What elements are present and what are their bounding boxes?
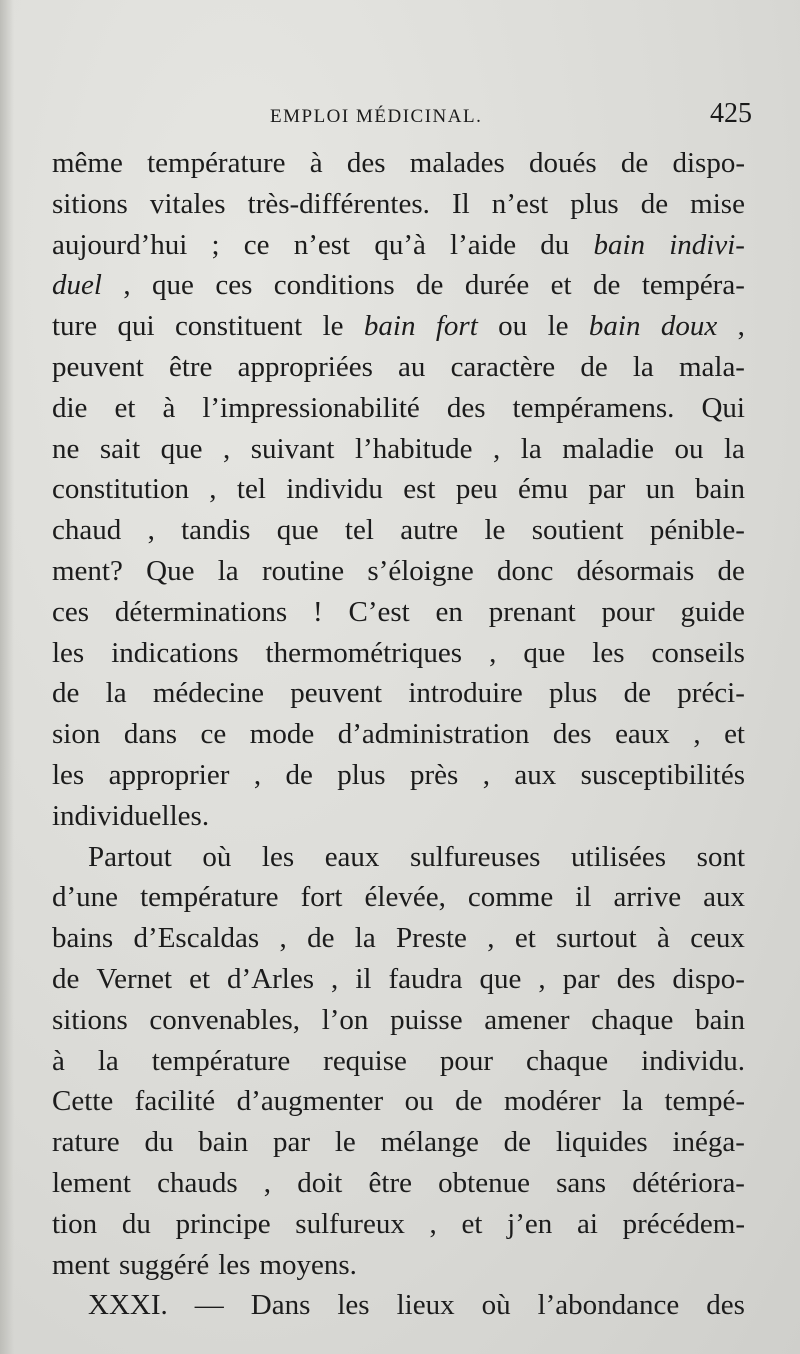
word: le (547, 310, 569, 343)
word: aux (703, 881, 745, 914)
word: plus (337, 758, 386, 791)
word: liquides (555, 1126, 648, 1159)
word: caractère (450, 350, 556, 383)
word: par (273, 1126, 311, 1159)
word: être (168, 350, 213, 383)
word: individu. (641, 1044, 745, 1077)
word: déterminations (114, 595, 288, 628)
word: et (550, 269, 572, 302)
word: utilisées (571, 840, 667, 873)
text-line (52, 347, 745, 388)
word: de (623, 677, 651, 710)
word: où (481, 1289, 511, 1322)
page-edge-shadow (0, 0, 14, 1354)
running-header-title: EMPLOI MÉDICINAL. (270, 106, 483, 127)
word: pour (601, 595, 655, 628)
word: et (461, 1207, 483, 1240)
word: fort (300, 881, 343, 914)
word: , (263, 1166, 272, 1199)
word: Cette (52, 1085, 114, 1118)
word: , (331, 962, 339, 995)
word: de (593, 269, 621, 302)
word: susceptibilités (580, 758, 745, 791)
text-line (52, 225, 745, 266)
word: des (552, 718, 592, 751)
word: l’impressionabilité (202, 391, 420, 424)
word: moyens. (259, 1248, 357, 1281)
word: de (640, 187, 669, 220)
word: vitales (149, 187, 226, 220)
word: s’éloigne (367, 554, 474, 587)
text-line (52, 877, 745, 918)
word: Preste (396, 922, 467, 955)
word: les (52, 758, 85, 791)
word: de (307, 922, 335, 955)
word: eaux (324, 840, 380, 873)
word: la (520, 432, 542, 465)
word: où (202, 840, 232, 873)
text-line (52, 388, 745, 429)
word: chaque (591, 1003, 674, 1036)
word: d’administration (337, 718, 530, 751)
word: constituent (174, 310, 303, 343)
word: le (322, 310, 344, 343)
text-line (52, 143, 745, 184)
word: fort (435, 310, 478, 343)
word: ou (674, 432, 704, 465)
word: bain (198, 1126, 249, 1159)
word: sion (52, 718, 101, 751)
word: Dans (250, 1289, 311, 1322)
word: ; (211, 228, 220, 261)
word: précédem- (622, 1207, 745, 1240)
text-line (52, 1245, 745, 1286)
word: indications (111, 636, 239, 669)
word: ému (518, 473, 568, 506)
word: les (218, 1248, 251, 1281)
word: mélange (380, 1126, 479, 1159)
word: ment (52, 1248, 110, 1281)
word: requise (323, 1044, 407, 1077)
word: , (123, 269, 131, 302)
word: appropriées (237, 350, 373, 383)
word: d’Escaldas (133, 922, 260, 955)
word: puisse (390, 1003, 463, 1036)
word: sitions (52, 187, 128, 220)
text-line (52, 633, 745, 674)
word: près (410, 758, 459, 791)
word: dispo- (672, 147, 745, 179)
word: autre (400, 514, 459, 547)
text-line (52, 673, 745, 714)
word: bain (695, 473, 745, 506)
word: les (337, 1289, 370, 1322)
word: que (276, 514, 319, 547)
word: facilité (134, 1085, 216, 1118)
word: conditions (273, 269, 395, 302)
word: — (194, 1289, 224, 1322)
word: chaque (525, 1044, 609, 1077)
word: obtenue (438, 1166, 530, 1199)
word: bain (588, 310, 641, 343)
word: ment? (52, 554, 123, 587)
word: de (455, 1085, 483, 1118)
word: soutient (531, 514, 624, 547)
word: , (489, 636, 497, 669)
word: à (52, 1044, 65, 1077)
word: , (482, 758, 490, 791)
word: la (105, 677, 127, 710)
word: ture (52, 310, 98, 343)
word: ai (576, 1207, 598, 1240)
word: à (656, 922, 670, 955)
word: ce (200, 718, 227, 751)
word: que (479, 962, 522, 995)
word: lement (52, 1166, 131, 1199)
word: Il (451, 187, 470, 220)
word: , (737, 310, 745, 343)
word: d’une (52, 881, 119, 914)
word: la (723, 432, 745, 465)
text-line (52, 796, 745, 837)
word: préci- (677, 677, 745, 710)
word: tempé- (664, 1085, 745, 1118)
text-line (52, 1000, 745, 1041)
word: ! (313, 595, 323, 628)
word: que (152, 269, 194, 302)
word: , (279, 922, 287, 955)
word: d’Arles (227, 962, 315, 995)
word: désormais (576, 554, 695, 587)
word: sulfureuses (410, 840, 541, 873)
text-line (52, 1041, 745, 1082)
word: Qui (701, 391, 745, 424)
text-line (52, 551, 745, 592)
word: indivi- (669, 228, 745, 261)
word: bain (695, 1003, 745, 1036)
text-line (52, 1081, 745, 1122)
word: des (616, 962, 656, 995)
word: ou (404, 1085, 434, 1118)
word: prenant (488, 595, 576, 628)
word: n’est (491, 187, 549, 220)
word: ceux (690, 922, 745, 955)
word: de (717, 554, 745, 587)
word: des (346, 147, 386, 179)
word: , (209, 473, 217, 506)
word: tandis (181, 514, 251, 547)
word: par (562, 962, 600, 995)
word: mode (249, 718, 315, 751)
word: , (429, 1207, 437, 1240)
word: aujourd’hui (52, 228, 188, 261)
text-line (52, 714, 745, 755)
word: et (514, 922, 536, 955)
word: malades (409, 147, 505, 179)
word: qu’à (374, 228, 426, 261)
text-line (52, 1204, 745, 1245)
word: mise (690, 187, 745, 220)
word: qui (117, 310, 155, 343)
word: inéga- (672, 1126, 745, 1159)
word: il (355, 962, 372, 995)
word: durée (464, 269, 530, 302)
word: du (144, 1126, 174, 1159)
word: peu (455, 473, 498, 506)
word: suivant (250, 432, 335, 465)
word: ne (52, 432, 80, 465)
word: die (52, 391, 88, 424)
word: dispo- (672, 962, 745, 995)
text-line (52, 265, 745, 306)
word: que (160, 432, 203, 465)
text-line (52, 1163, 745, 1204)
word: à (309, 147, 323, 179)
word: faudra (388, 962, 463, 995)
word: est (403, 473, 436, 506)
word: sulfureux (295, 1207, 405, 1240)
word: aux (514, 758, 557, 791)
word: donc (497, 554, 554, 587)
word: l’habitude (354, 432, 473, 465)
word: approprier (108, 758, 230, 791)
word: principe (175, 1207, 271, 1240)
word: sans (556, 1166, 607, 1199)
word: de (620, 147, 649, 179)
word: duel (52, 269, 102, 302)
word: même (52, 147, 123, 179)
word: doux (660, 310, 718, 343)
word: sitions (52, 1003, 128, 1036)
body-text (52, 143, 745, 1326)
text-line (52, 1285, 745, 1326)
word: ces (215, 269, 253, 302)
word: du (540, 228, 570, 261)
word: des (706, 1289, 745, 1322)
word: médecine (152, 677, 264, 710)
word: d’augmenter (236, 1085, 384, 1118)
word: sait (99, 432, 141, 465)
word: maladie (562, 432, 654, 465)
running-header (52, 98, 752, 138)
word: très-différentes. (247, 187, 430, 220)
word: , (538, 962, 546, 995)
word: lieux (396, 1289, 455, 1322)
word: C’est (348, 595, 410, 628)
word: ces (52, 595, 90, 628)
word: l’abondance (537, 1289, 680, 1322)
text-line (52, 837, 745, 878)
word: peuvent (290, 677, 383, 710)
text-line (52, 184, 745, 225)
text-line (52, 918, 745, 959)
word: l’aide (450, 228, 517, 261)
word: tel (344, 514, 374, 547)
text-line (52, 592, 745, 633)
word: de (52, 962, 80, 995)
word: et (724, 718, 745, 751)
word: bain (593, 228, 646, 261)
word: bain (363, 310, 416, 343)
word: rature (52, 1126, 120, 1159)
word: le (484, 514, 506, 547)
word: arrive (613, 881, 682, 914)
word: Que (146, 554, 195, 587)
word: n’est (293, 228, 351, 261)
word: et (189, 962, 211, 995)
word: détériora- (632, 1166, 745, 1199)
word: sont (696, 840, 745, 873)
word: le (334, 1126, 356, 1159)
word: la (97, 1044, 119, 1077)
word: , (693, 718, 701, 751)
word: suggéré (119, 1248, 210, 1281)
word: élevée, (364, 881, 446, 914)
word: de (580, 350, 608, 383)
word: tempéra- (641, 269, 745, 302)
word: et (114, 391, 136, 424)
word: , (147, 514, 155, 547)
word: être (368, 1166, 412, 1199)
word: constitution (52, 473, 189, 506)
word: , (493, 432, 501, 465)
word: de (503, 1126, 532, 1159)
word: il (575, 881, 592, 914)
word: , (222, 432, 231, 465)
word: conseils (651, 636, 745, 669)
word: la (632, 350, 654, 383)
word: chaud (52, 514, 122, 547)
word: l’on (321, 1003, 369, 1036)
word: tel (236, 473, 266, 506)
word: Partout (88, 840, 172, 873)
word: les (52, 636, 85, 669)
word: à (162, 391, 176, 424)
text-line (52, 755, 745, 796)
word: routine (261, 554, 345, 587)
word: doués (529, 147, 597, 179)
word: les (261, 840, 295, 873)
word: thermométriques (265, 636, 463, 669)
word: plus (570, 187, 619, 220)
word: par (588, 473, 626, 506)
word: introduire (408, 677, 523, 710)
word: de (52, 677, 80, 710)
word: la (622, 1085, 644, 1118)
word: individu (286, 473, 383, 506)
word: ce (243, 228, 270, 261)
word: eaux (615, 718, 670, 751)
word: , (487, 922, 495, 955)
word: de (285, 758, 313, 791)
word: tempéramens. (512, 391, 675, 424)
word: XXXI. (88, 1289, 168, 1322)
word: peuvent (52, 350, 144, 383)
word: des (446, 391, 486, 424)
text-line (52, 510, 745, 551)
word: en (435, 595, 463, 628)
text-line (52, 959, 745, 1000)
word: doit (297, 1166, 343, 1199)
word: chauds (157, 1166, 238, 1199)
text-line (52, 1122, 745, 1163)
text-line (52, 469, 745, 510)
word: Vernet (96, 962, 173, 995)
word: température (147, 147, 286, 179)
word: pour (439, 1044, 494, 1077)
word: amener (484, 1003, 570, 1036)
word: un (645, 473, 675, 506)
word: , (253, 758, 262, 791)
word: mala- (678, 350, 745, 383)
word: convenables, (149, 1003, 301, 1036)
word: comme (467, 881, 554, 914)
text-line (52, 429, 745, 470)
word: dans (123, 718, 178, 751)
word: température (151, 1044, 291, 1077)
word: individuelles. (52, 799, 210, 832)
word: la (354, 922, 376, 955)
word: plus (549, 677, 598, 710)
page-number: 425 (710, 98, 752, 129)
text-line (52, 306, 745, 347)
word: que (523, 636, 566, 669)
word: au (398, 350, 426, 383)
word: température (140, 881, 279, 914)
word: la (217, 554, 239, 587)
word: de (416, 269, 444, 302)
word: du (121, 1207, 151, 1240)
word: ou (498, 310, 528, 343)
word: surtout (556, 922, 637, 955)
word: pénible- (649, 514, 745, 547)
word: modérer (503, 1085, 601, 1118)
word: tion (52, 1207, 98, 1240)
word: bains (52, 922, 114, 955)
word: j’en (507, 1207, 553, 1240)
word: les (592, 636, 625, 669)
word: guide (680, 595, 745, 628)
